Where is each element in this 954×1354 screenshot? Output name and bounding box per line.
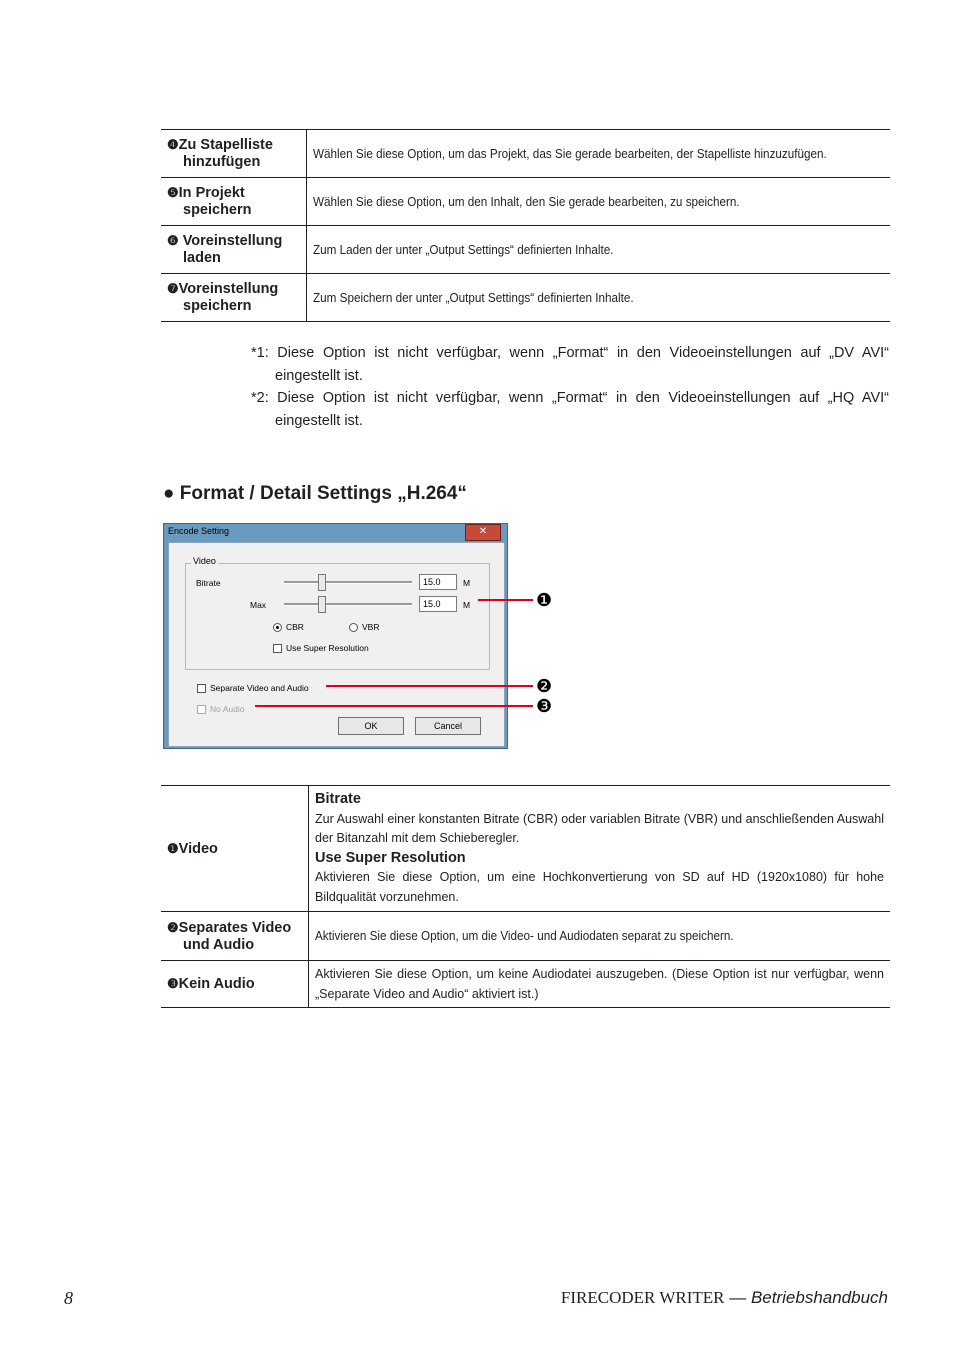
separate-label: Separate Video and Audio [210,683,309,693]
option-description: Wählen Sie diese Option, um den Inhalt, den Sie gerade bearbeiten, zu speichern. [307,178,890,226]
super-resolution-label: Use Super Resolution [286,643,369,653]
separate-checkbox[interactable] [197,684,206,693]
dialog-title: Encode Setting [168,526,230,536]
dialog-body [168,542,505,747]
option-description: Aktivieren Sie diese Option, um keine Audiodatei auszugeben. (Diese Option ist nur verfügbar, wenn „Separate Video and Audio“ aktiviert ist.) [309,961,891,1008]
options-table [161,129,890,322]
option-label: ❷Separates Video und Audio [161,912,309,961]
cbr-label: CBR [286,622,304,632]
option-label: ❹Zu Stapelliste hinzufügen [161,130,307,178]
bitrate-text: Zur Auswahl einer konstanten Bitrate (CBR) oder variablen Bitrate (VBR) und anschließenden Auswahl der Bitanzahl mit dem Schieberegler. [315,811,884,845]
callout-line-3 [255,705,533,707]
close-button[interactable]: ✕ [465,524,501,541]
option-label: ❻ Voreinstellung laden [161,226,307,274]
option-label: ❼Voreinstellung speichern [161,274,307,322]
option-label: ❸Kein Audio [161,961,309,1008]
max-label: Max [250,600,267,610]
option-label: ❶Video [161,786,309,912]
super-resolution-text: Aktivieren Sie diese Option, um eine Hochkonvertierung von SD auf HD (1920x1080) für hohe Bildqualität vorzunehmen. [315,870,884,904]
ok-button[interactable]: OK [338,717,404,735]
table-row [161,178,890,226]
footnotes [251,342,889,432]
encode-setting-dialog [163,523,508,749]
option-description: Zum Laden der unter „Output Settings“ definierten Inhalte. [307,226,890,274]
bitrate-field[interactable]: 15.0 [419,574,457,590]
table-row [161,130,890,178]
super-resolution-heading: Use Super Resolution [315,849,466,866]
option-label: ❺In Projekt speichern [161,178,307,226]
footnote-2: *2: Diese Option ist nicht verfügbar, wenn „Format“ in den Videoeinstellungen auf „HQ AVI“ eingestellt ist. [251,390,889,429]
footnote-1: *1: Diese Option ist nicht verfügbar, wenn „Format“ in den Videoeinstellungen auf „DV AVI“ eingestellt ist. [251,345,889,384]
no-audio-label: No Audio [210,704,245,714]
option-description: Wählen Sie diese Option, um das Projekt, das Sie gerade bearbeiten, der Stapelliste hinzuzufügen. [307,130,890,178]
table-row [161,912,890,961]
callout-1: ❶ [536,590,553,610]
no-audio-checkbox[interactable] [197,705,206,714]
option-description [309,786,891,912]
product-name: FIRECODER WRITER [560,1288,725,1307]
page-number: 8 [64,1288,73,1308]
callout-line-2 [326,685,533,687]
cancel-button[interactable]: Cancel [415,717,481,735]
option-description: Aktivieren Sie diese Option, um die Video- und Audiodaten separat zu speichern. [309,912,891,961]
footer-dash: — [729,1288,747,1307]
table-row [161,961,890,1008]
bitrate-heading: Bitrate [315,791,361,807]
bitrate-label: Bitrate [196,578,221,588]
detail-table [161,785,890,1008]
bitrate-unit: M [463,578,471,588]
max-slider-track[interactable] [284,603,412,606]
footer-title [561,1288,888,1308]
vbr-label: VBR [362,622,380,632]
callout-line-1 [478,599,533,601]
manual-name: Betriebshandbuch [750,1288,888,1307]
max-field[interactable]: 15.0 [419,596,457,612]
option-description: Zum Speichern der unter „Output Settings“ definierten Inhalte. [307,274,890,322]
video-group-label: Video [193,556,216,566]
table-row [161,786,890,912]
section-heading: ● Format / Detail Settings „H.264“ [163,483,467,504]
callout-2: ❷ [536,676,553,696]
callout-3: ❸ [536,696,553,716]
super-resolution-checkbox[interactable] [273,644,282,653]
table-row [161,226,890,274]
bitrate-slider-thumb[interactable] [318,574,326,591]
max-unit: M [463,600,471,610]
max-slider-thumb[interactable] [318,596,326,613]
cbr-radio[interactable] [273,623,282,632]
table-row [161,274,890,322]
bitrate-slider-track[interactable] [284,581,412,584]
vbr-radio[interactable] [349,623,358,632]
